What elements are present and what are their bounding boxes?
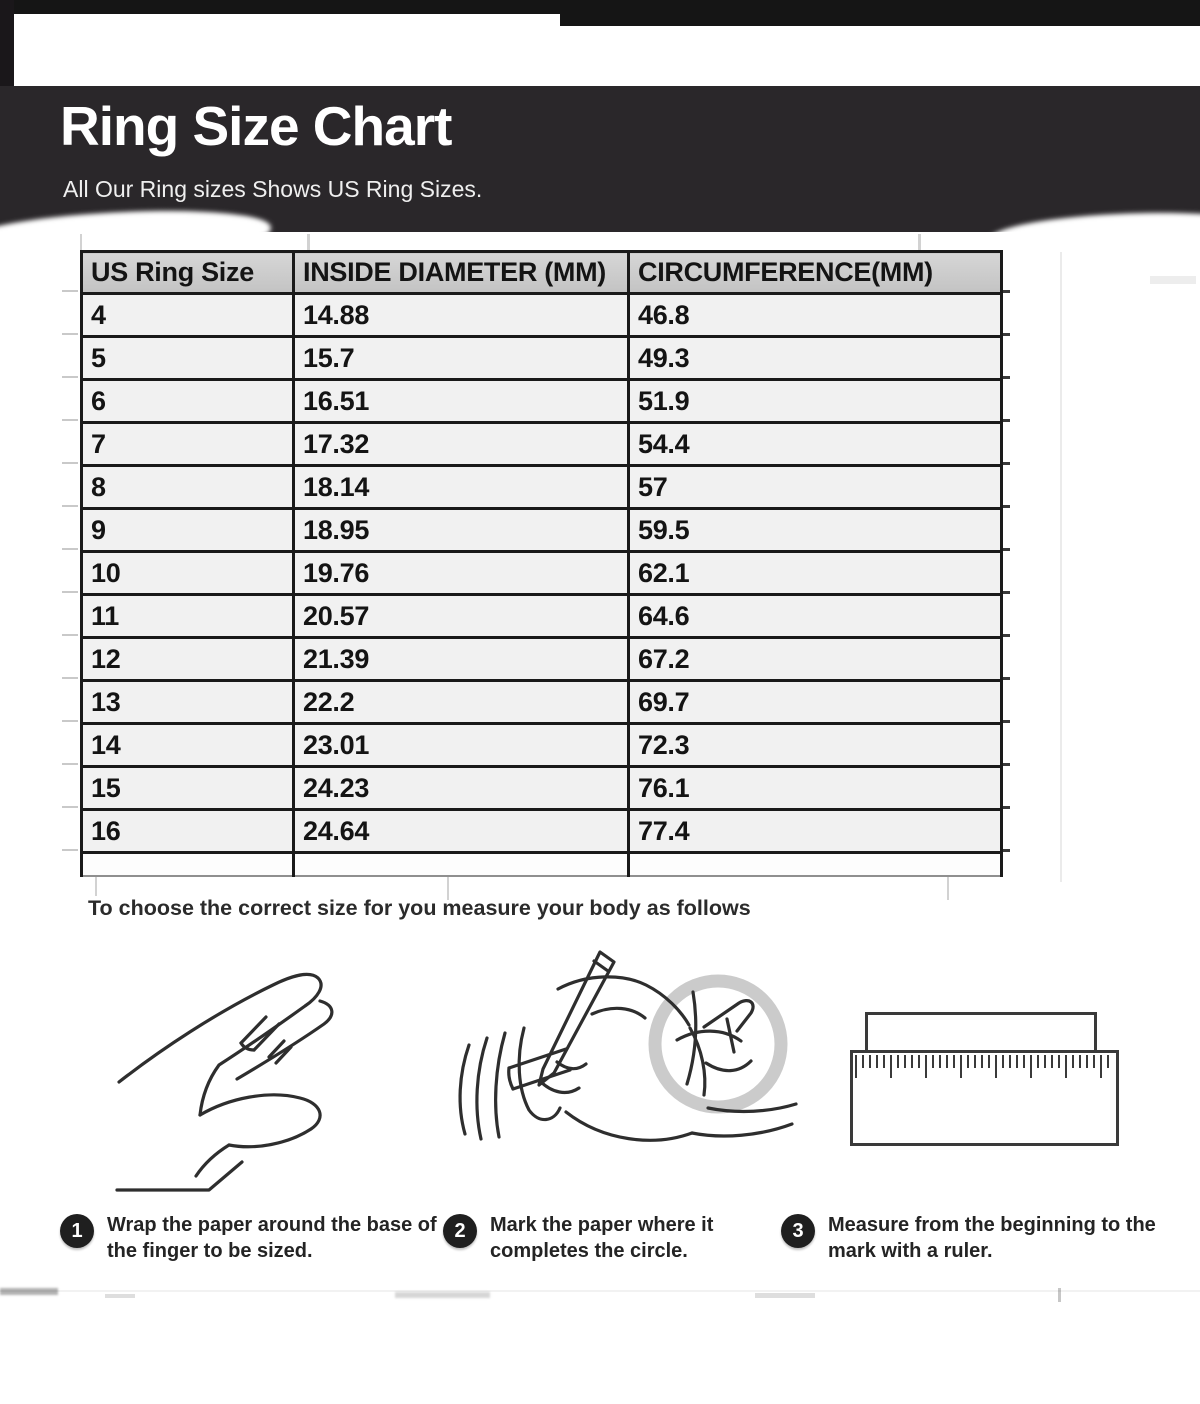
cell-us-ring-size: 11 (82, 595, 294, 638)
cell-inside-diameter: 22.2 (294, 681, 629, 724)
cell-us-ring-size: 5 (82, 337, 294, 380)
cell-circumference: 59.5 (629, 509, 1002, 552)
col-header-circumference: CIRCUMFERENCE(MM) (629, 252, 1002, 294)
hand-paper-icon (105, 952, 355, 1202)
cell-us-ring-size: 10 (82, 552, 294, 595)
cell-inside-diameter: 15.7 (294, 337, 629, 380)
cell-inside-diameter: 14.88 (294, 294, 629, 337)
ruler (850, 1050, 1119, 1146)
cell-us-ring-size: 7 (82, 423, 294, 466)
table-row (82, 380, 1002, 423)
scan-artifact (395, 1292, 490, 1298)
table-row (82, 466, 1002, 509)
table-row (82, 595, 1002, 638)
cell-circumference: 76.1 (629, 767, 1002, 810)
cell-circumference: 51.9 (629, 380, 1002, 423)
col-header-inside-diameter: INSIDE DIAMETER (MM) (294, 252, 629, 294)
step-2-badge: 2 (443, 1214, 477, 1248)
cell-circumference: 77.4 (629, 810, 1002, 853)
cell-us-ring-size: 9 (82, 509, 294, 552)
cell-us-ring-size: 12 (82, 638, 294, 681)
cell-us-ring-size: 14 (82, 724, 294, 767)
cell-us-ring-size: 8 (82, 466, 294, 509)
cell-inside-diameter: 19.76 (294, 552, 629, 595)
step-3-badge: 3 (781, 1214, 815, 1248)
empty-trailing-row (82, 853, 1002, 876)
cell-inside-diameter: 16.51 (294, 380, 629, 423)
scan-artifact (307, 234, 310, 250)
step-2-text: Mark the paper where it completes the circle. (490, 1214, 714, 1262)
hand-with-paper-strip-illustration (105, 952, 355, 1202)
cell-circumference: 64.6 (629, 595, 1002, 638)
scan-artifact-row-ticks-left (62, 290, 78, 856)
table-header-row (82, 252, 1002, 294)
table-row (82, 767, 1002, 810)
col-header-us-ring-size: US Ring Size (82, 252, 294, 294)
scan-artifact (1060, 252, 1062, 882)
table-row (82, 810, 1002, 853)
table-row (82, 423, 1002, 466)
page-subtitle: All Our Ring sizes Shows US Ring Sizes. (63, 176, 483, 202)
cell-inside-diameter: 20.57 (294, 595, 629, 638)
cell-circumference: 57 (629, 466, 1002, 509)
ruler-tick-marks (855, 1055, 1114, 1079)
cell-inside-diameter: 18.14 (294, 466, 629, 509)
cell-circumference: 67.2 (629, 638, 1002, 681)
cell-circumference: 69.7 (629, 681, 1002, 724)
scan-artifact (1150, 276, 1196, 284)
table-row (82, 337, 1002, 380)
page-title: Ring Size Chart (60, 95, 452, 157)
instruction-step-3 (781, 1212, 1180, 1264)
scan-artifact (0, 1288, 58, 1295)
table-row (82, 552, 1002, 595)
cell-circumference: 54.4 (629, 423, 1002, 466)
scan-artifact (918, 234, 921, 250)
table-row (82, 509, 1002, 552)
hand-marking-paper-illustration (440, 932, 810, 1222)
cell-inside-diameter: 24.23 (294, 767, 629, 810)
ruler-illustration (846, 1002, 1180, 1154)
magnifier-circle (655, 981, 781, 1107)
table-row (82, 681, 1002, 724)
top-black-bar-right (560, 0, 1200, 26)
cell-inside-diameter: 23.01 (294, 724, 629, 767)
scan-artifact (0, 1290, 1200, 1292)
cell-inside-diameter: 24.64 (294, 810, 629, 853)
table-body (82, 294, 1002, 853)
step-1-text: Wrap the paper around the base of the finger to be sized. (107, 1214, 437, 1262)
ring-size-table (80, 250, 1003, 877)
cell-inside-diameter: 17.32 (294, 423, 629, 466)
cell-inside-diameter: 18.95 (294, 509, 629, 552)
step-1-badge: 1 (60, 1214, 94, 1248)
cell-us-ring-size: 13 (82, 681, 294, 724)
cell-circumference: 46.8 (629, 294, 1002, 337)
table-row (82, 724, 1002, 767)
table-row (82, 638, 1002, 681)
scan-artifact (105, 1294, 135, 1298)
cell-circumference: 72.3 (629, 724, 1002, 767)
cell-inside-diameter: 21.39 (294, 638, 629, 681)
measure-instructions-heading: To choose the correct size for you measure your body as follows (88, 896, 751, 920)
scan-artifact (755, 1293, 815, 1298)
step-3-text: Measure from the beginning to the mark with a ruler. (828, 1214, 1156, 1262)
instruction-step-2 (443, 1212, 762, 1264)
cell-us-ring-size: 16 (82, 810, 294, 853)
cell-circumference: 62.1 (629, 552, 1002, 595)
hand-pen-magnifier-icon (440, 932, 810, 1222)
scan-artifact (80, 234, 82, 250)
scan-artifact (1058, 1288, 1061, 1302)
table-row (82, 294, 1002, 337)
cell-circumference: 49.3 (629, 337, 1002, 380)
cell-us-ring-size: 15 (82, 767, 294, 810)
cell-us-ring-size: 4 (82, 294, 294, 337)
cell-us-ring-size: 6 (82, 380, 294, 423)
instruction-step-1 (60, 1212, 437, 1264)
